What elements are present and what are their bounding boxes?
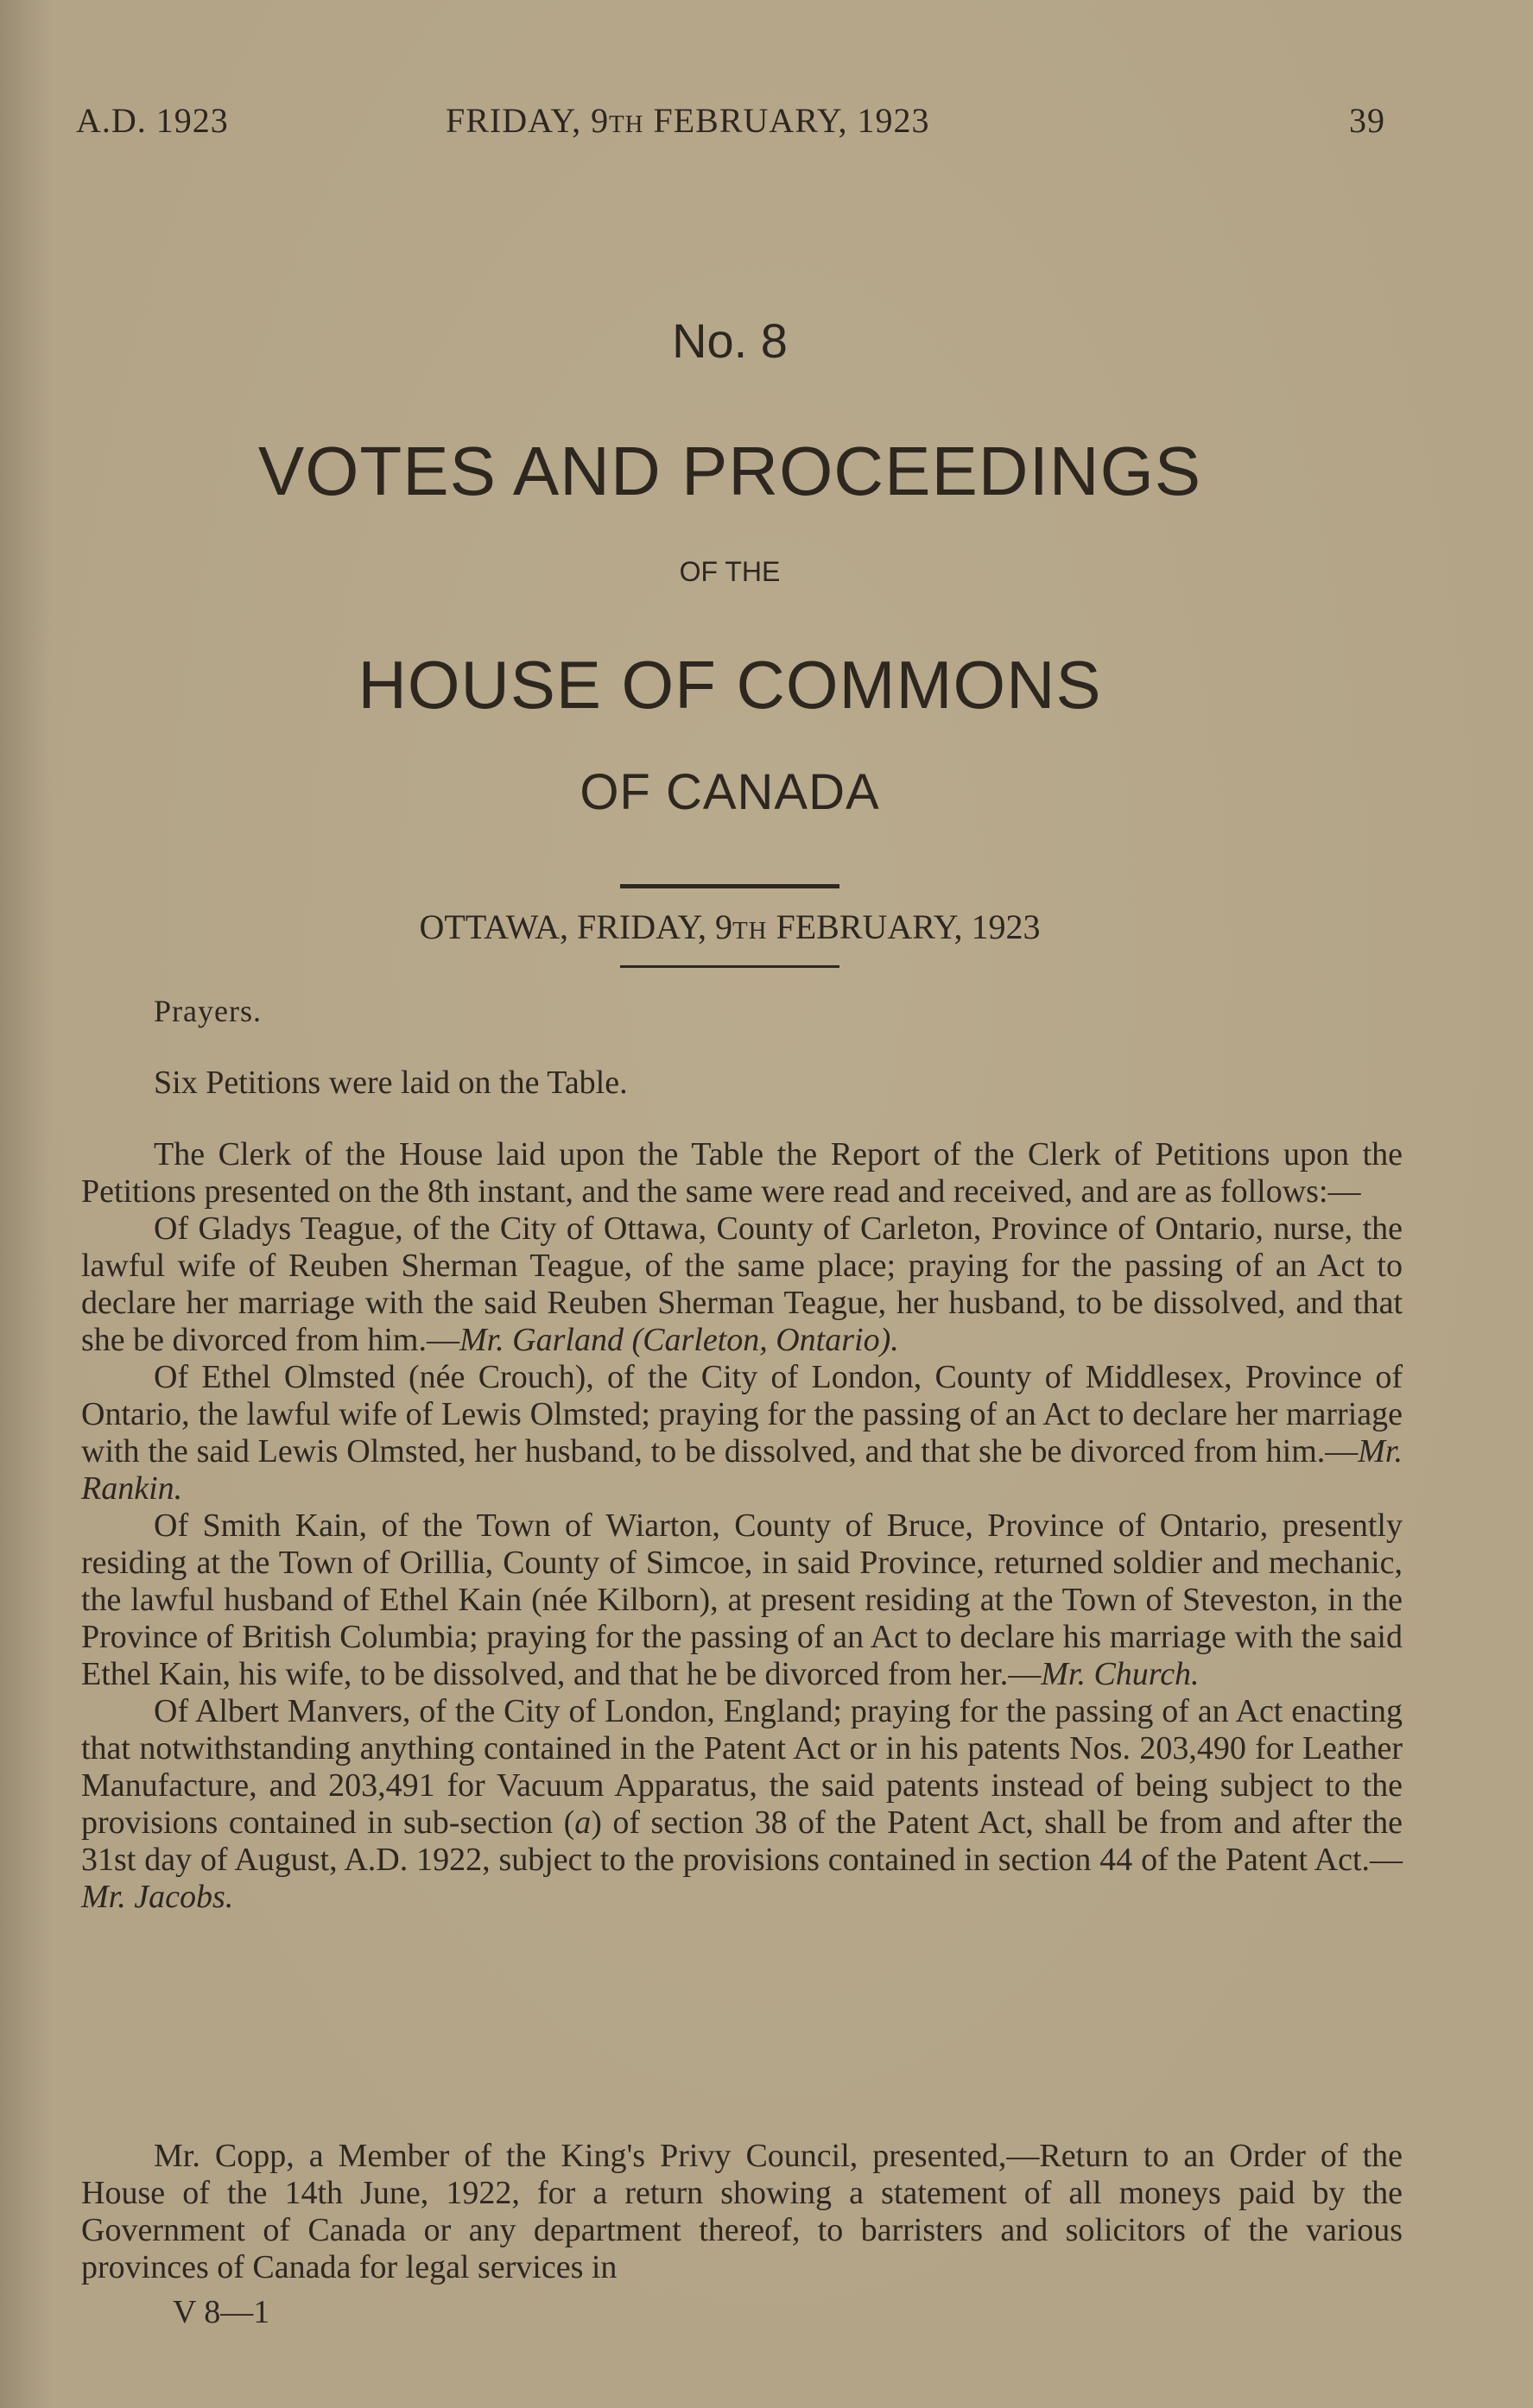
member-name: Mr. Rankin.	[81, 1433, 1403, 1507]
petitions-report	[81, 1136, 1403, 1916]
divider-bottom	[620, 965, 839, 968]
header-date	[446, 100, 929, 141]
header-date-suffix: TH	[609, 111, 644, 138]
paragraph-petition-kain	[81, 1507, 1403, 1693]
prayers-heading: Prayers.	[154, 994, 262, 1028]
house-title: HOUSE OF COMMONS	[358, 647, 1102, 723]
paragraph-text: Of Ethel Olmsted (née Crouch), of the City of London, County of Middlesex, Province of Ontario, the lawful wife of Lewis Olmsted; praying for the passing of an Act to declare her marriage with the said Lewis Olmsted, her husband, to be dissolved, and that she be divorced from him.—	[81, 1359, 1403, 1469]
paragraph-text: ) of section 38 of the Patent Act, shall be from and after the 31st day of August, A.D. 1922, subject to the provisions contained in section 44 of the Patent Act.—	[81, 1804, 1403, 1878]
paragraph-petition-teague	[81, 1210, 1403, 1359]
running-header	[0, 100, 1533, 152]
header-year: A.D. 1923	[76, 101, 229, 140]
header-date-month: FEBRUARY, 1923	[643, 101, 930, 140]
paragraph-text: Of Smith Kain, of the Town of Wiarton, County of Bruce, Province of Ontario, presently residing at the Town of Orillia, County of Simcoe, in said Province, returned soldier and mechanic, the lawful husband of Ethel Kain (née Kilborn), at present residing at the Town of Steveston, in the Province of British Columbia; praying for the passing of an Act to declare his marriage with the said Ethel Kain, his wife, to be dissolved, and that he be divorced from her.—	[81, 1507, 1403, 1692]
canada-title: OF CANADA	[580, 764, 880, 820]
petitions-laid-text: Six Petitions were laid on the Table.	[154, 1065, 628, 1101]
paragraph-petition-manvers	[81, 1693, 1403, 1916]
page-number: 39	[1349, 101, 1385, 140]
title-of-the: OF THE	[679, 556, 781, 587]
paragraph-text: The Clerk of the House laid upon the Table the Report of the Clerk of Petitions upon the Petitions presented on the 8th instant, and the same were read and received, and are as follows:—	[81, 1136, 1403, 1210]
signature-mark: V 8—1	[173, 2294, 270, 2330]
document-title: VOTES AND PROCEEDINGS	[257, 433, 1202, 509]
member-name: Mr. Garland (Carleton, Ontario).	[459, 1322, 899, 1358]
dateline-suffix: TH	[732, 917, 768, 945]
return-paragraph-block	[81, 2138, 1403, 2286]
dateline-day: OTTAWA, FRIDAY, 9	[419, 907, 733, 946]
subsection-letter: a	[574, 1804, 592, 1841]
paragraph-text: Of Albert Manvers, of the City of London, England; praying for the passing of an Act enacting that notwithstanding anything contained in the Patent Act or in his patents Nos. 203,490 for Leather Manufacture, and 203,491 for Vacuum Apparatus, the said patents instead of being subject to the provisions contained in sub-section (	[81, 1693, 1403, 1841]
member-name: Mr. Jacobs.	[81, 1879, 234, 1915]
issue-number: No. 8	[672, 313, 788, 368]
dateline	[0, 907, 1460, 947]
paragraph-copp-return: Mr. Copp, a Member of the King's Privy Council, presented,—Return to an Order of the House of the 14th June, 1922, for a return showing a statement of all moneys paid by the Government of Canada or any department thereof, to barristers and solicitors of the various provinces of Canada for legal services in	[81, 2138, 1403, 2285]
member-name: Mr. Church.	[1041, 1656, 1200, 1692]
paragraph-text: Of Gladys Teague, of the City of Ottawa, County of Carleton, Province of Ontario, nurse, the lawful wife of Reuben Sherman Teague, of the same place; praying for the passing of an Act to declare her marriage with the said Reuben Sherman Teague, her husband, to be dissolved, and that she be divorced from him.—	[81, 1210, 1403, 1358]
dateline-month: FEBRUARY, 1923	[767, 907, 1041, 946]
paragraph-petition-olmsted	[81, 1359, 1403, 1507]
header-date-day: FRIDAY, 9	[446, 101, 610, 140]
divider-top	[620, 884, 839, 888]
paragraph-clerk-report	[81, 1136, 1403, 1210]
